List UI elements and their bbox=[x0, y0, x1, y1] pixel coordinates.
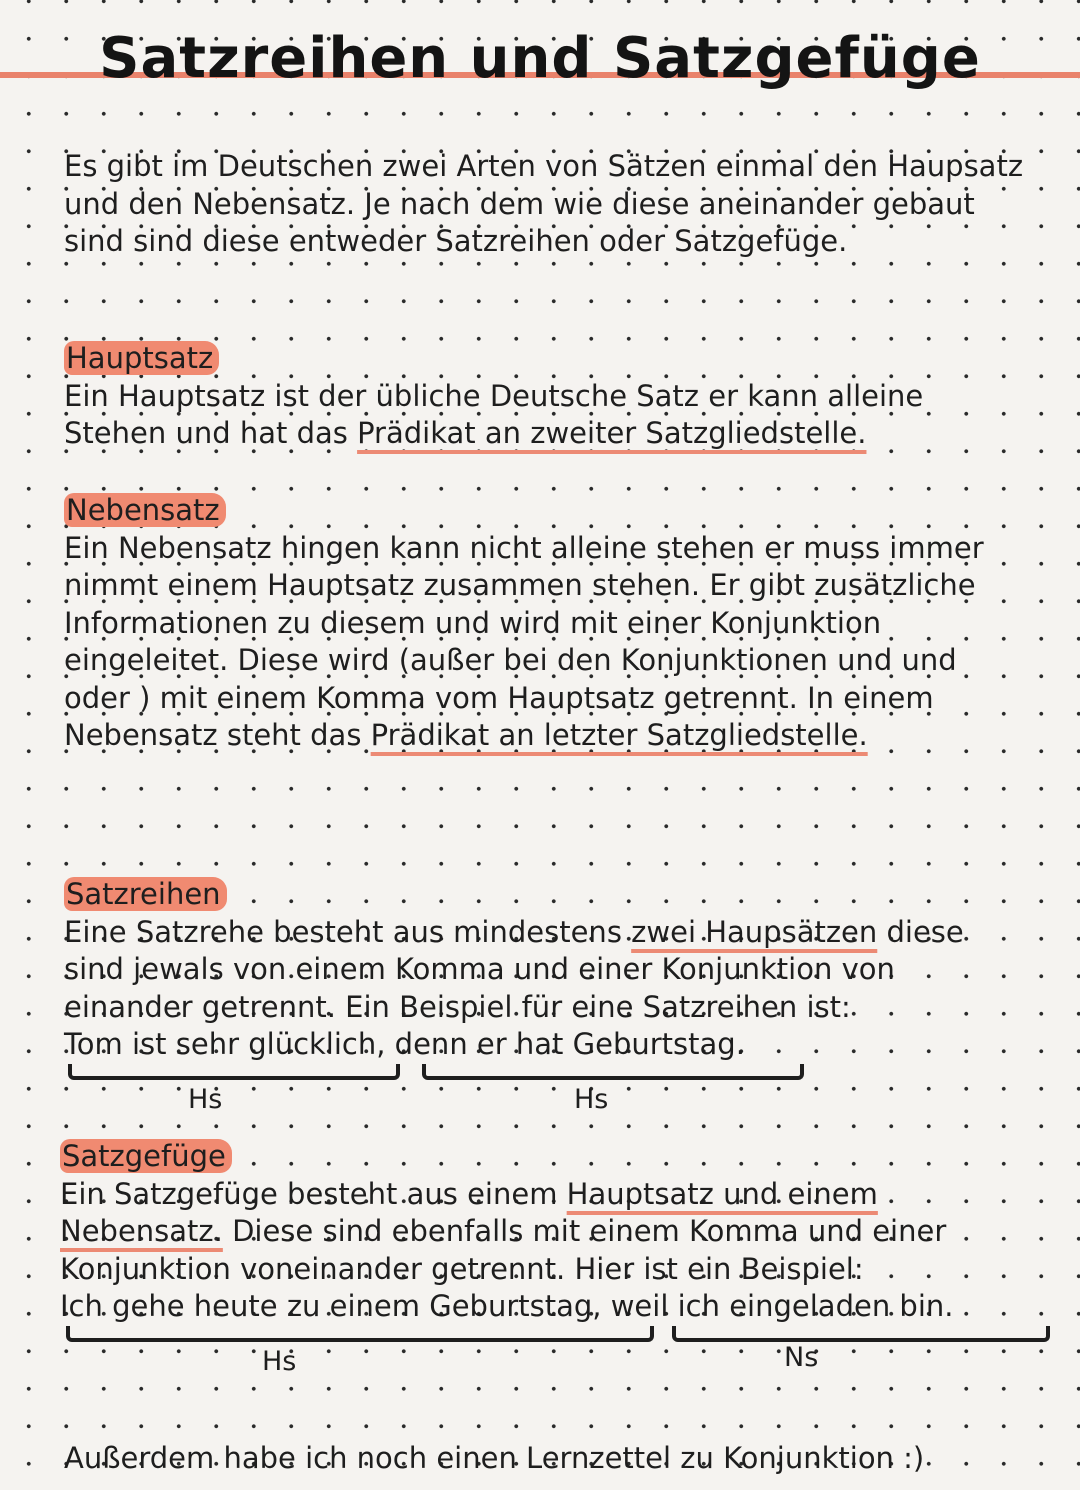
label-satzgefuege-ns: Ns bbox=[784, 1342, 819, 1373]
satzreihen-text bbox=[64, 914, 1024, 1027]
nebensatz-text bbox=[64, 530, 1024, 755]
satzreihen-text-part: Eine Satzrehe besteht aus mindestens bbox=[64, 914, 632, 949]
satzgefuege-example bbox=[60, 1288, 1020, 1326]
satzgefuege-example-hs: Ich gehe heute zu einem Geburtstag, bbox=[60, 1289, 602, 1323]
satzgefuege-text-part: Ein Satzgefüge besteht aus einem bbox=[60, 1176, 567, 1211]
intro-paragraph: Es gibt im Deutschen zwei Arten von Sätzen einmal den Haupsatz und den Nebensatz. Je nach dem wie diese aneinander gebaut sind sind diese entweder Satzreihen oder Satzgefüge. bbox=[64, 149, 1024, 258]
hauptsatz-text bbox=[64, 378, 1024, 453]
satzgefuege-text-part-2: Diese sind ebenfalls mit einem Komma und einer Konjunktion voneinander getrennt. Hier ist ein Beispiel: bbox=[60, 1214, 947, 1286]
label-satzreihen-hs1: Hs bbox=[188, 1084, 223, 1115]
label-satzgefuege-hs: Hs bbox=[262, 1346, 297, 1377]
satzreihen-text-part-2: diese sind jewals von einem Komma und einer Konjunktion von einander getrennt. Ein Beispiel für eine Satzreihen ist: bbox=[64, 914, 964, 1024]
brace-satzreihen-hs1 bbox=[68, 1064, 400, 1080]
section-hauptsatz bbox=[64, 340, 1024, 453]
satzgefuege-highlight: Hauptsatz und einem Nebensatz. bbox=[60, 1176, 878, 1248]
section-satzgefuege bbox=[60, 1138, 1020, 1326]
brace-satzgefuege-ns bbox=[672, 1326, 1050, 1342]
section-satzreihen bbox=[64, 876, 1024, 1064]
footer-note: Außerdem habe ich noch einen Lernzettel zu Konjunktion :) bbox=[64, 1441, 925, 1475]
satzreihen-example-hs1: Tom ist sehr glücklich, bbox=[64, 1027, 386, 1061]
satzgefuege-example-ns: weil ich eingeladen bin. bbox=[601, 1289, 954, 1323]
heading-satzgefuege: Satzgefüge bbox=[60, 1139, 232, 1173]
section-nebensatz bbox=[64, 492, 1024, 755]
label-satzreihen-hs2: Hs bbox=[574, 1084, 609, 1115]
satzreihen-example bbox=[64, 1026, 1024, 1064]
heading-hauptsatz: Hauptsatz bbox=[64, 341, 219, 375]
heading-nebensatz: Nebensatz bbox=[64, 493, 226, 527]
satzgefuege-text bbox=[60, 1176, 1020, 1289]
satzreihen-highlight: zwei Haupsätzen bbox=[631, 914, 878, 949]
nebensatz-text-part: Ein Nebensatz hingen kann nicht alleine stehen er muss immer nimmt einem Hauptsatz zusammen stehen. Er gibt zusätzliche Informationen zu diesem und wird mit einer Konjunktion eingeleitet. Diese wird (außer bei den Konjunktionen und und oder ) mit einem Komma vom Hauptsatz getrennt. In einem Nebensatz steht das bbox=[64, 530, 984, 752]
satzreihen-example-hs2: denn er hat Geburtstag. bbox=[385, 1027, 745, 1061]
hauptsatz-highlight: Prädikat an zweiter Satzgliedstelle. bbox=[357, 416, 867, 450]
nebensatz-highlight: Prädikat an letzter Satzgliedstelle. bbox=[370, 718, 868, 752]
brace-satzreihen-hs2 bbox=[422, 1064, 804, 1080]
page-title: Satzreihen und Satzgefüge bbox=[99, 26, 981, 91]
brace-satzgefuege-hs bbox=[66, 1326, 654, 1342]
hauptsatz-text-part: Ein Hauptsatz ist der übliche Deutsche Satz er kann alleine Stehen und hat das bbox=[64, 378, 924, 450]
heading-satzreihen: Satzreihen bbox=[64, 877, 227, 911]
